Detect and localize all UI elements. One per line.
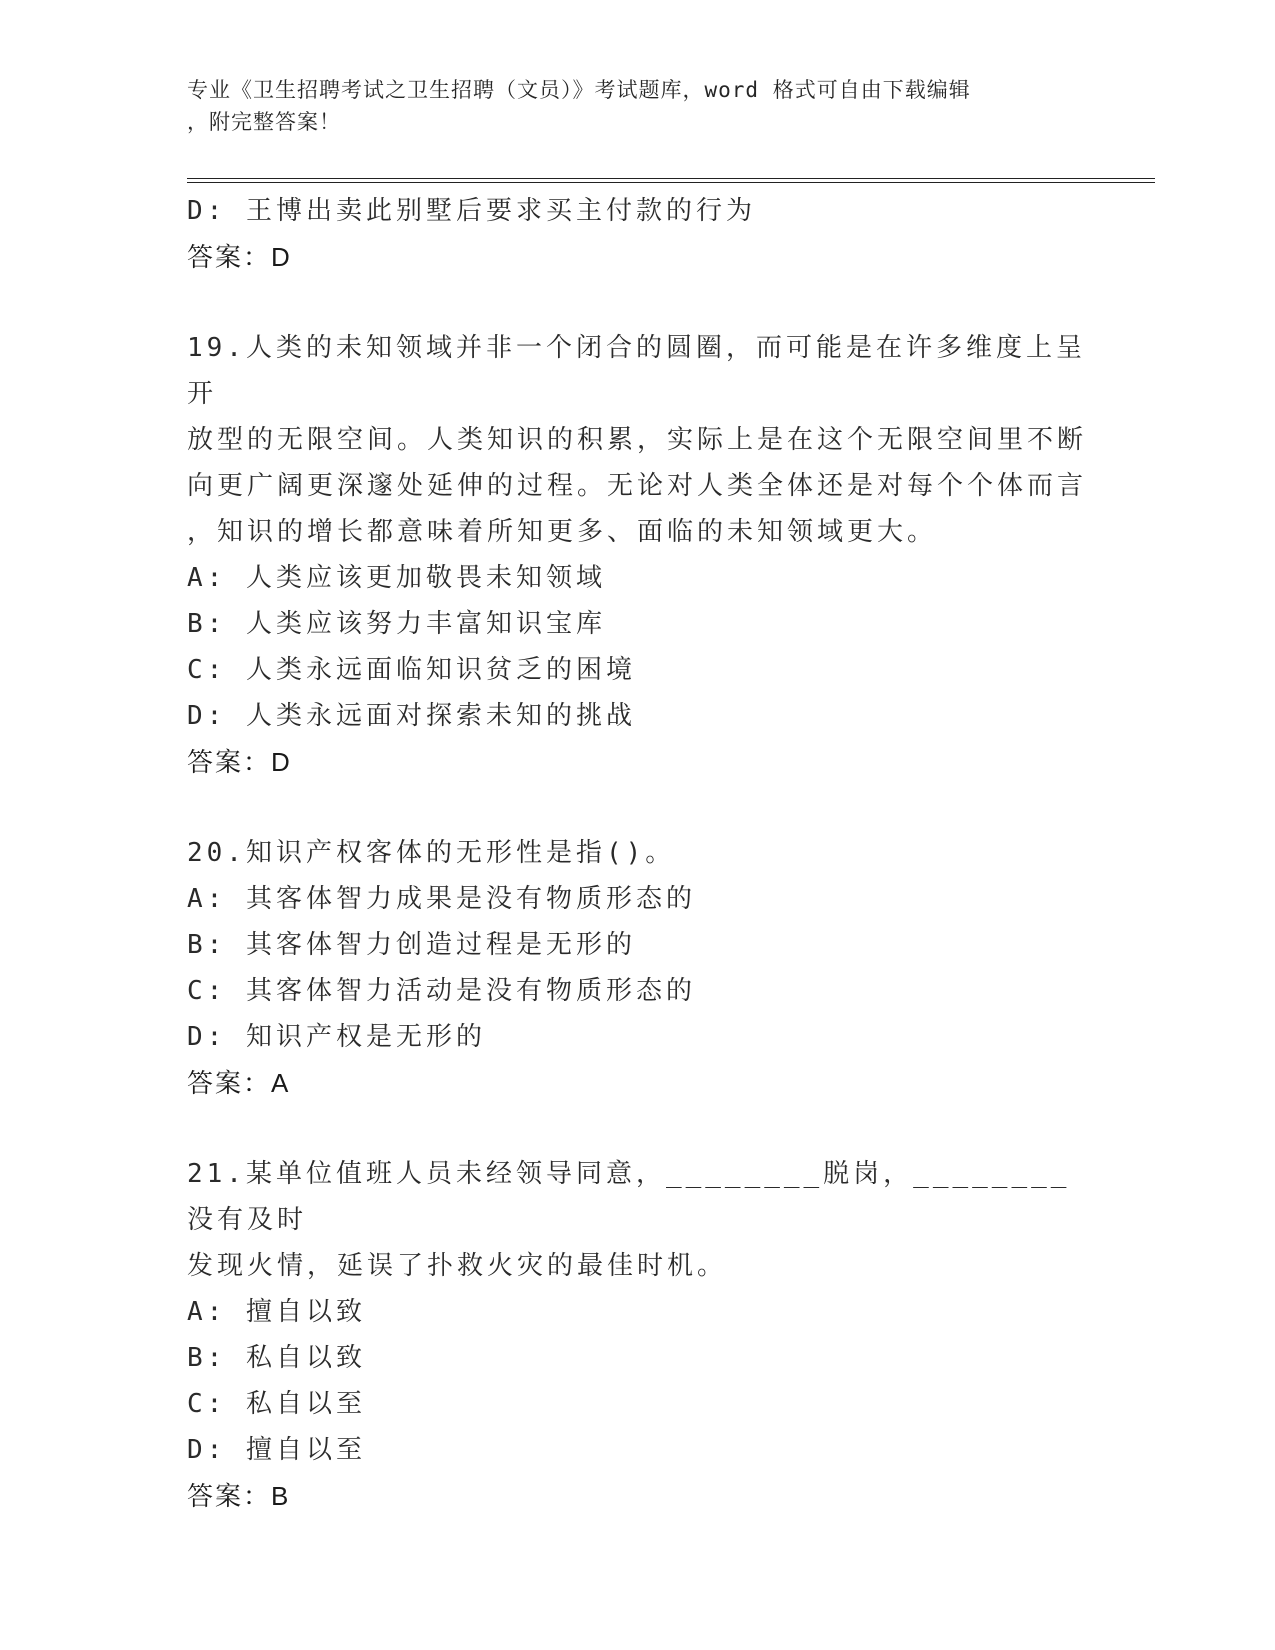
stem-line: 19.人类的未知领域并非一个闭合的圆圈，而可能是在许多维度上呈开	[187, 333, 1086, 409]
question-21	[187, 1151, 1087, 1519]
header-double-rule	[187, 178, 1155, 183]
option-d: D: 擅自以至	[187, 1435, 366, 1465]
question-stem	[187, 325, 1087, 555]
answer-line: 答案：D	[187, 747, 292, 777]
header-line-2: ，附完整答案！	[187, 110, 341, 134]
option-d: D: 王博出卖此别墅后要求买主付款的行为	[187, 196, 756, 226]
answer-line: 答案：B	[187, 1481, 291, 1511]
answer-line: 答案：D	[187, 242, 292, 272]
document-header	[187, 74, 1067, 138]
option-c: C: 人类永远面临知识贫乏的困境	[187, 655, 636, 685]
question-19	[187, 325, 1087, 785]
header-line-1: 专业《卫生招聘考试之卫生招聘（文员）》考试题库，word 格式可自由下载编辑	[187, 78, 971, 102]
stem-line: 放型的无限空间。人类知识的积累，实际上是在这个无限空间里不断	[187, 425, 1088, 455]
question-stem	[187, 1151, 1087, 1289]
previous-question-fragment	[187, 188, 1087, 280]
option-a: A: 人类应该更加敬畏未知领域	[187, 563, 606, 593]
option-d: D: 知识产权是无形的	[187, 1022, 486, 1052]
option-d: D: 人类永远面对探索未知的挑战	[187, 701, 636, 731]
option-b: B: 私自以致	[187, 1343, 366, 1373]
option-a: A: 擅自以致	[187, 1297, 366, 1327]
option-b: B: 人类应该努力丰富知识宝库	[187, 609, 606, 639]
question-20	[187, 830, 1087, 1106]
stem-line: 20.知识产权客体的无形性是指()。	[187, 838, 676, 868]
option-c: C: 其客体智力活动是没有物质形态的	[187, 976, 696, 1006]
stem-line: 21.某单位值班人员未经领导同意，________脱岗，________没有及时	[187, 1159, 1071, 1235]
answer-line: 答案：A	[187, 1068, 291, 1098]
document-body	[187, 188, 1087, 1519]
question-stem	[187, 830, 1087, 876]
option-b: B: 其客体智力创造过程是无形的	[187, 930, 636, 960]
stem-line: 发现火情，延误了扑救火灾的最佳时机。	[187, 1251, 728, 1281]
stem-line: ，知识的增长都意味着所知更多、面临的未知领域更大。	[187, 517, 938, 547]
option-c: C: 私自以至	[187, 1389, 366, 1419]
stem-line: 向更广阔更深邃处延伸的过程。无论对人类全体还是对每个个体而言	[187, 471, 1088, 501]
option-a: A: 其客体智力成果是没有物质形态的	[187, 884, 696, 914]
